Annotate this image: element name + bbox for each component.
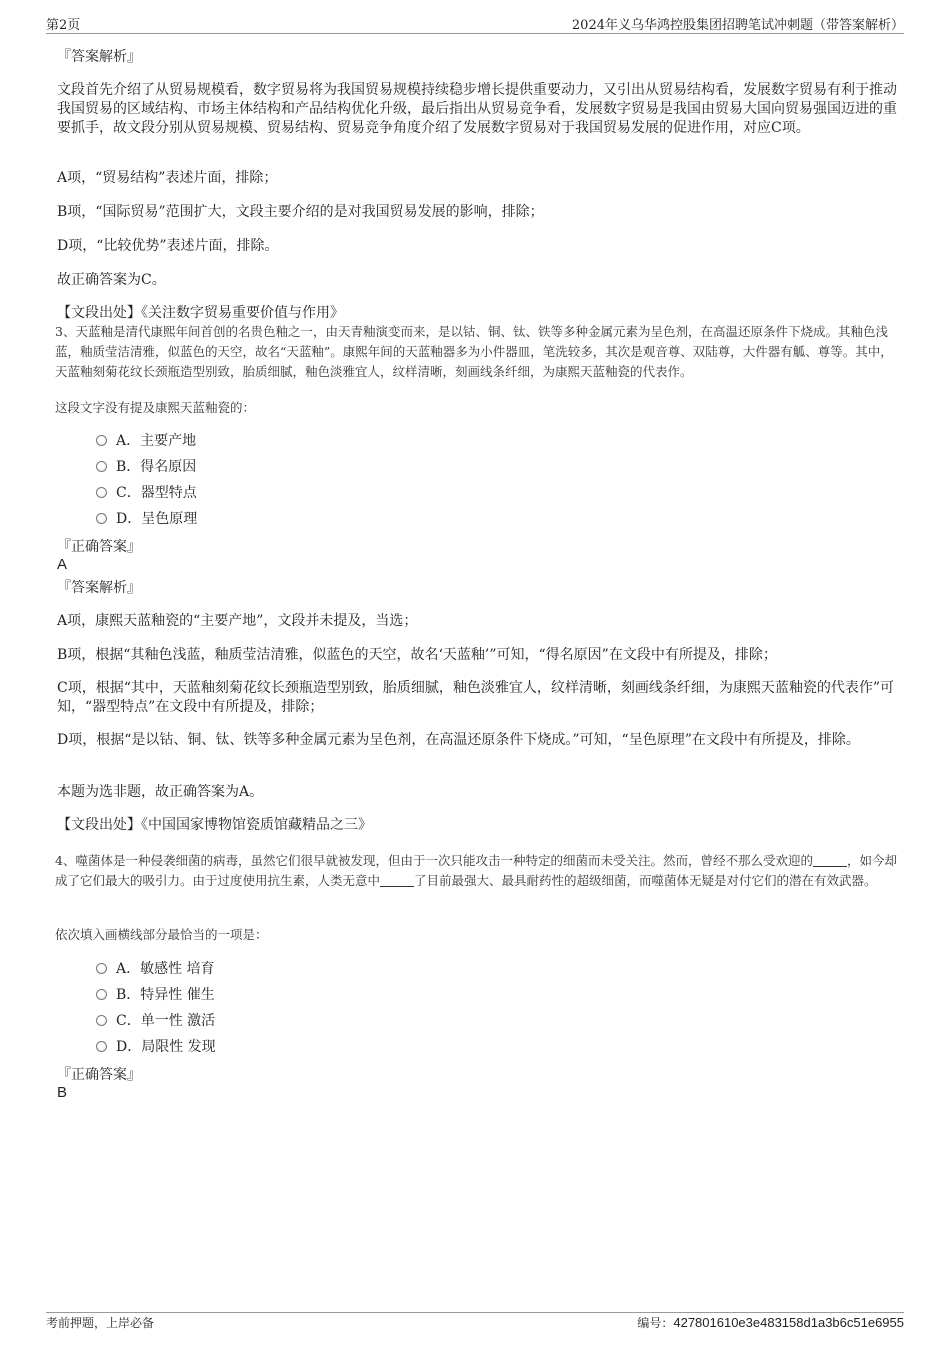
footer-code-value: 427801610e3e483158d1a3b6c51e6955: [673, 1315, 904, 1330]
q4-option-c-label: C．单一性 激活: [116, 1013, 216, 1029]
page-header: [46, 14, 904, 34]
q4-stem-part-2: ，如今却成了它们最大的吸引力。由于过度使用抗生素，人类无意中: [55, 853, 897, 888]
q2-option-a-analysis: A项，“贸易结构”表述片面，排除；: [57, 170, 278, 186]
q4-option-a[interactable]: [96, 959, 215, 979]
q4-correct-answer: B: [57, 1084, 68, 1101]
radio-icon[interactable]: [96, 963, 107, 974]
footer-code: [637, 1314, 904, 1331]
q4-option-a-label: A．敏感性 培育: [116, 961, 215, 977]
q4-option-d[interactable]: [96, 1037, 216, 1057]
q4-option-c[interactable]: [96, 1011, 215, 1031]
q3-prompt: 这段文字没有提及康熙天蓝釉瓷的：: [55, 400, 256, 415]
q3-option-d-label: D．呈色原理: [116, 511, 198, 527]
document-title: 2024年义乌华鸿控股集团招聘笔试冲刺题（带答案解析）: [571, 18, 904, 33]
q4-prompt: 依次填入画横线部分最恰当的一项是：: [55, 927, 268, 942]
q2-option-b-analysis: B项，“国际贸易”范围扩大，文段主要介绍的是对我国贸易发展的影响，排除；: [57, 204, 544, 220]
q2-source-title: 《关注数字贸易重要价值与作用》: [141, 305, 344, 321]
page-number: 第2页: [46, 18, 81, 33]
radio-icon[interactable]: [96, 1015, 107, 1026]
answer-blank-2: [380, 872, 414, 887]
radio-icon[interactable]: [96, 989, 107, 1000]
q3-option-d[interactable]: [96, 509, 197, 529]
answer-blank-1: [813, 852, 847, 867]
q3-option-c-analysis: C项，根据“其中，天蓝釉刻菊花纹长颈瓶造型别致，胎质细腻，釉色淡雅宜人，纹样清晰，刻画线条纤细，为康熙天蓝釉瓷的代表作”可知，“器型特点”在文段中有所提及，排除；: [57, 680, 895, 715]
radio-icon[interactable]: [96, 513, 107, 524]
q3-option-b[interactable]: [96, 457, 196, 477]
q3-source-label: 【文段出处】: [57, 817, 141, 833]
q3-option-c-label: C．器型特点: [116, 485, 197, 501]
q4-stem: [55, 851, 900, 891]
q4-option-b-label: B．特异性 催生: [116, 987, 215, 1003]
q3-correct-label: 『正确答案』: [57, 539, 141, 555]
q3-option-a-label: A．主要产地: [116, 433, 197, 449]
q3-option-d-analysis: D项，根据“是以钴、铜、钛、铁等多种金属元素为呈色剂，在高温还原条件下烧成。”可知，“呈色原理”在文段中有所提及，排除。: [57, 732, 860, 748]
q3-option-c[interactable]: [96, 483, 197, 503]
header-divider: [46, 33, 904, 34]
q3-source: [57, 816, 897, 835]
q3-option-b-analysis: B项，根据“其釉色浅蓝，釉质莹洁清雅，似蓝色的天空，故名‘天蓝釉’”可知，“得名原因”在文段中有所提及，排除；: [57, 647, 777, 663]
q3-stem: 3、天蓝釉是清代康熙年间首创的名贵色釉之一，由天青釉演变而来，是以钴、铜、钛、铁等多种金属元素为呈色剂，在高温还原条件下烧成。其釉色浅蓝，釉质莹洁清雅，似蓝色的天空，故名“天蓝釉”。康熙年间的天蓝釉器多为小件器皿，笔洗较多，其次是观音尊、双陆尊，大件器有觚、尊等。其中，天蓝釉刻菊花纹长颈瓶造型别致，胎质细腻，釉色淡雅宜人，纹样清晰，刻画线条纤细，为康熙天蓝釉瓷的代表作。: [55, 324, 893, 379]
q3-conclusion: 本题为选非题，故正确答案为A。: [57, 784, 264, 800]
q2-source: [57, 304, 897, 323]
radio-icon[interactable]: [96, 435, 107, 446]
footer-slogan: 考前押题，上岸必备: [46, 1316, 155, 1330]
q3-option-b-label: B．得名原因: [116, 459, 197, 475]
q4-stem-part-3: 了目前最强大、最具耐药性的超级细菌，而噬菌体无疑是对付它们的潜在有效武器。: [414, 873, 877, 888]
q4-stem-part-1: 4、噬菌体是一种侵袭细菌的病毒，虽然它们很早就被发现，但由于一次只能攻击一种特定的细菌而未受关注。然而，曾经不那么受欢迎的: [55, 853, 813, 868]
q3-source-title: 《中国国家博物馆瓷质馆藏精品之三》: [141, 817, 372, 833]
q4-option-d-label: D．局限性 发现: [116, 1039, 216, 1055]
q2-analysis-text: 文段首先介绍了从贸易规模看，数字贸易将为我国贸易规模持续稳步增长提供重要动力，又引出从贸易结构看，发展数字贸易有利于推动我国贸易的区域结构、市场主体结构和产品结构优化升级，最后指出从贸易竞争看，发展数字贸易是我国由贸易大国向贸易强国迈进的重要抓手，故文段分别从贸易规模、贸易结构、贸易竞争角度介绍了发展数字贸易对于我国贸易发展的促进作用，对应C项。: [57, 82, 897, 136]
q2-option-d-analysis: D项，“比较优势”表述片面，排除。: [57, 238, 279, 254]
q3-analysis-label: 『答案解析』: [57, 580, 141, 596]
q2-source-label: 【文段出处】: [57, 305, 141, 321]
q3-correct-answer: A: [57, 556, 68, 573]
q2-conclusion: 故正确答案为C。: [57, 272, 166, 288]
radio-icon[interactable]: [96, 1041, 107, 1052]
footer-code-label: 编号：: [637, 1316, 674, 1330]
radio-icon[interactable]: [96, 487, 107, 498]
q4-option-b[interactable]: [96, 985, 215, 1005]
page-footer: [46, 1313, 904, 1333]
radio-icon[interactable]: [96, 461, 107, 472]
q2-analysis-label: 『答案解析』: [57, 49, 141, 65]
q3-option-a-analysis: A项，康熙天蓝釉瓷的“主要产地”，文段并未提及，当选；: [57, 613, 418, 629]
q4-correct-label: 『正确答案』: [57, 1067, 141, 1083]
q3-option-a[interactable]: [96, 431, 196, 451]
